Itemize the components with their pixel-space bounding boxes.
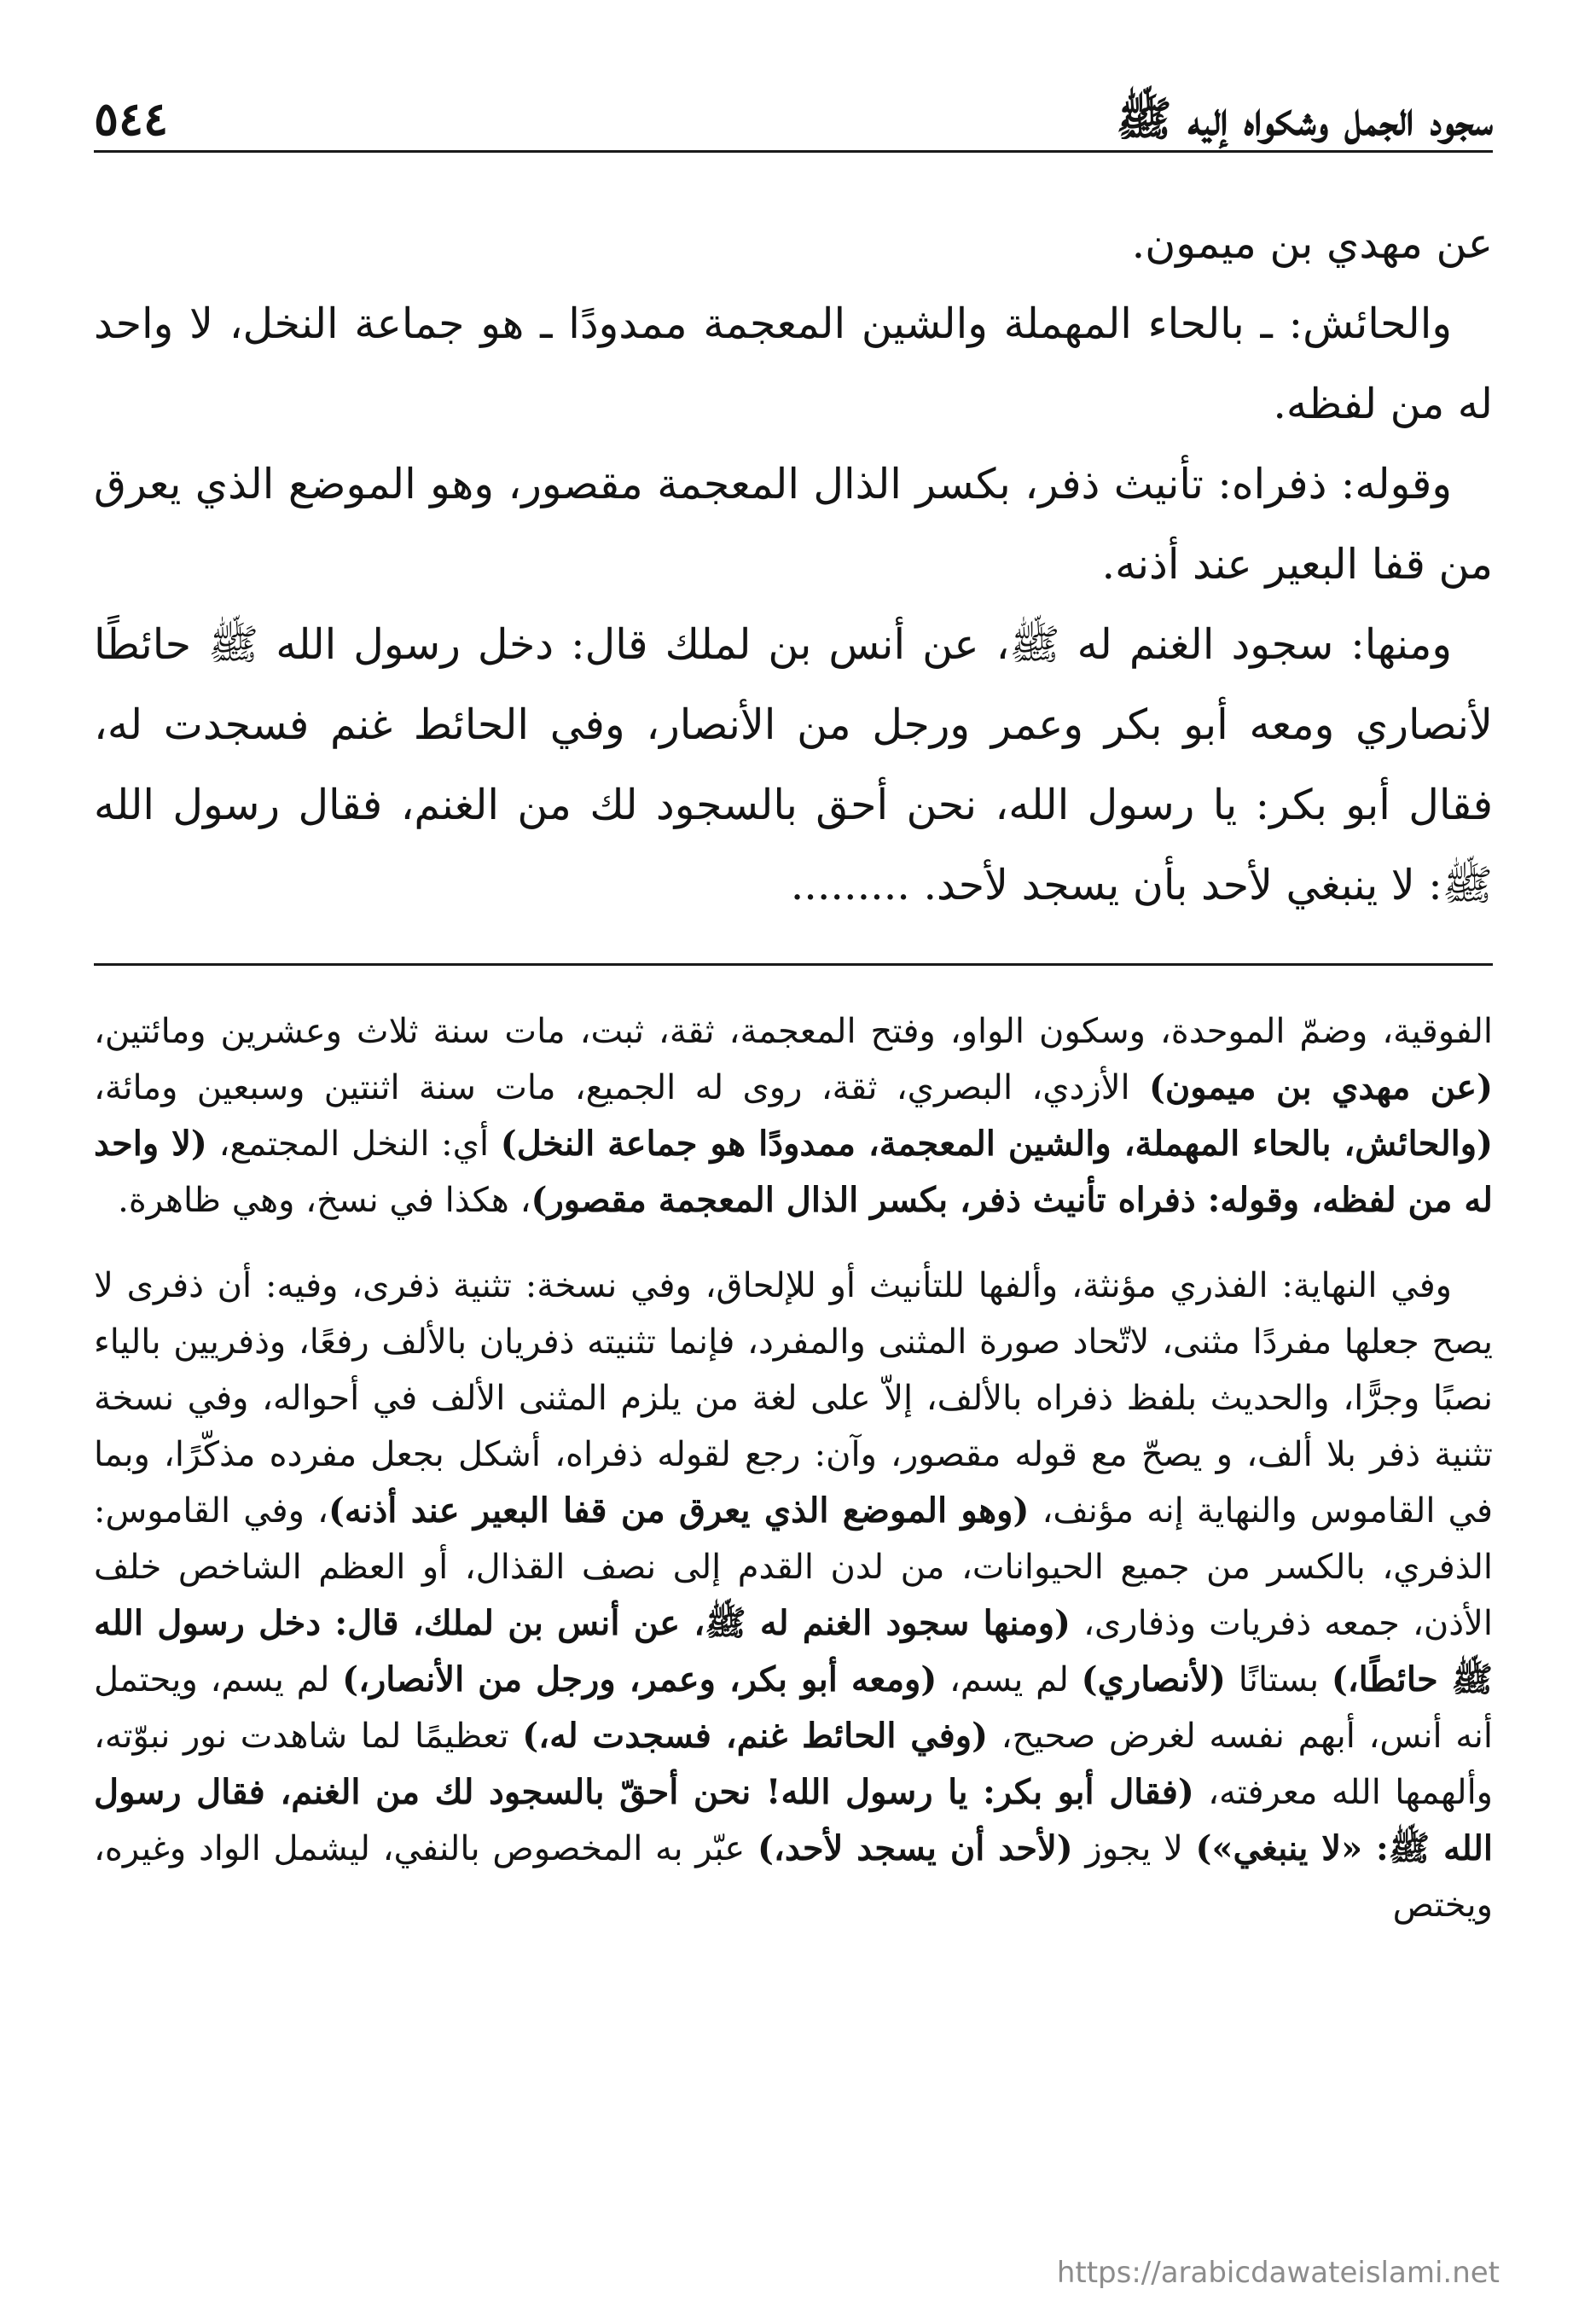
main-paragraph-2: والحائش: ـ بالحاء المهملة والشين المعجمة ممدودًا ـ هو جماعة النخل، لا واحد له من لفظه. [94,299,1493,428]
source-watermark: https://arabicdawateislami.net [1056,2256,1500,2290]
commentary-text-run: ، هكذا في نسخ، وهي ظاهرة. [118,1181,531,1220]
chapter-title: سجود الجمل وشكواه إليه ﷺ [1116,91,1493,146]
commentary-text-run: بستانًا [1225,1660,1332,1699]
commentary-text-run: أي: النخل المجتمع، [206,1124,501,1164]
commentary-paragraph-1 [94,1003,1493,1229]
main-paragraph-1: عن مهدي بن ميمون. [1131,219,1493,268]
main-paragraph-3: وقوله: ذفراه: تأنيث ذفر، بكسر الذال المعجمة مقصور، وهو الموضع الذي يعرق من قفا البعير عند أذنه. [94,460,1493,589]
main-paragraph-4 [94,605,1493,926]
quoted-phrase: (وفي الحائط غنم، فسجدت له،) [522,1716,989,1756]
quoted-phrase: (لأنصاري) [1081,1659,1226,1699]
header-rule [94,150,1493,153]
page-number: ٥٤٤ [94,91,169,146]
quoted-phrase: (ومنها سجود الغنم له ﷺ، عن أنس بن لملك، قال: دخل رسول الله ﷺ حائطًا،) [94,1603,1493,1699]
quoted-phrase: (ومعه أبو بكر، وعمر، ورجل من الأنصار،) [342,1659,937,1699]
commentary-text-run: تعظيمًا لما شاهدت نور نبوّته، وألهمها الله معرفته، [94,1717,1494,1812]
commentary-text-run: عبّر به المخصوص بالنفي، ليشمل الواد وغيره، ويختص [94,1829,1493,1925]
main-paragraph-4-text: ومنها: سجود الغنم له ﷺ، عن أنس بن لملك قال: دخل رسول الله ﷺ حائطًا لأنصاري ومعه أبو بكر وعمر ورجل من الأنصار، وفي الحائط غنم فسجدت له، فقال أبو بكر: يا رسول الله، نحن أحق بالسجود لك من الغنم، فقال رسول الله ﷺ: لا ينبغي لأحد بأن يسجد لأحد. [94,620,1493,909]
commentary-text-run: لا يجوز [1072,1829,1196,1868]
ellipsis-dots: ......... [790,861,910,909]
commentary-text-run: الفوقية، وضمّ الموحدة، وسكون الواو، وفتح المعجمة، ثقة، ثبت، مات سنة ثلاث وعشرين ومائتين، [94,1012,1493,1051]
quoted-phrase: (لا واحد له من لفظه، وقوله: ذفراه تأنيث ذفر، بكسر الذال المعجمة مقصور) [94,1124,1493,1220]
quoted-phrase: (عن مهدي بن ميمون) [1148,1067,1494,1107]
quoted-phrase: (لأحد أن يسجد لأحد،) [757,1828,1073,1868]
quoted-phrase: (فقال أبو بكر: يا رسول الله! نحن أحقّ بالسجود لك من الغنم، فقال رسول الله ﷺ: «لا ينبغي») [94,1772,1494,1868]
quoted-phrase: (والحائش، بالحاء المهملة، والشين المعجمة، ممدودًا هو جماعة النخل) [500,1124,1493,1164]
commentary-text-run: الأزدي، البصري، ثقة، روى له الجميع، مات سنة اثنتين وسبعين ومائة، [94,1068,1149,1107]
commentary-text-run: لم يسم، [937,1660,1082,1699]
footnote-separator [94,963,1493,966]
book-page [94,67,1493,1933]
commentary-text-run: وفي النهاية: الفذري مؤنثة، وألفها للتأنيث أو للإلحاق، وفي نسخة: تثنية ذفرى، وفيه: أن ذفرى لا يصح جعلها مفردًا مثنى، لاتّحاد صورة المثنى والمفرد، فإنما تثنيته ذفريان بالألف رفعًا، وذفريين بالياء نصبًا وجرًّا، والحديث بلفظ ذفراه بالألف، إلاّ على لغة من يلزم المثنى الألف في أحواله، وفي نسخة تثنية ذفر بلا ألف، و يصحّ مع قوله مقصور، وآن: رجع لقوله ذفراه، أشكل بجعل مفرده مذكّرًا، وبما في القاموس والنهاية إنه مؤنف، [94,1266,1493,1531]
running-header [94,67,1493,146]
commentary-text [94,1003,1493,1933]
commentary-text-run: لم يسم، ويحتمل أنه أنس، أبهم نفسه لغرض صحيح، [94,1660,1493,1756]
quoted-phrase: (وهو الموضع الذي يعرق من قفا البعير عند أذنه) [328,1490,1030,1531]
commentary-paragraph-2 [94,1258,1493,1933]
commentary-text-run: ، وفي القاموس: الذفري، بالكسر من جميع الحيوانات، من لدن القدم إلى نصف القذال، أو العظم الشاخص خلف الأذن، جمعه ذفريات وذفارى، [94,1491,1493,1643]
main-text [94,204,1493,926]
